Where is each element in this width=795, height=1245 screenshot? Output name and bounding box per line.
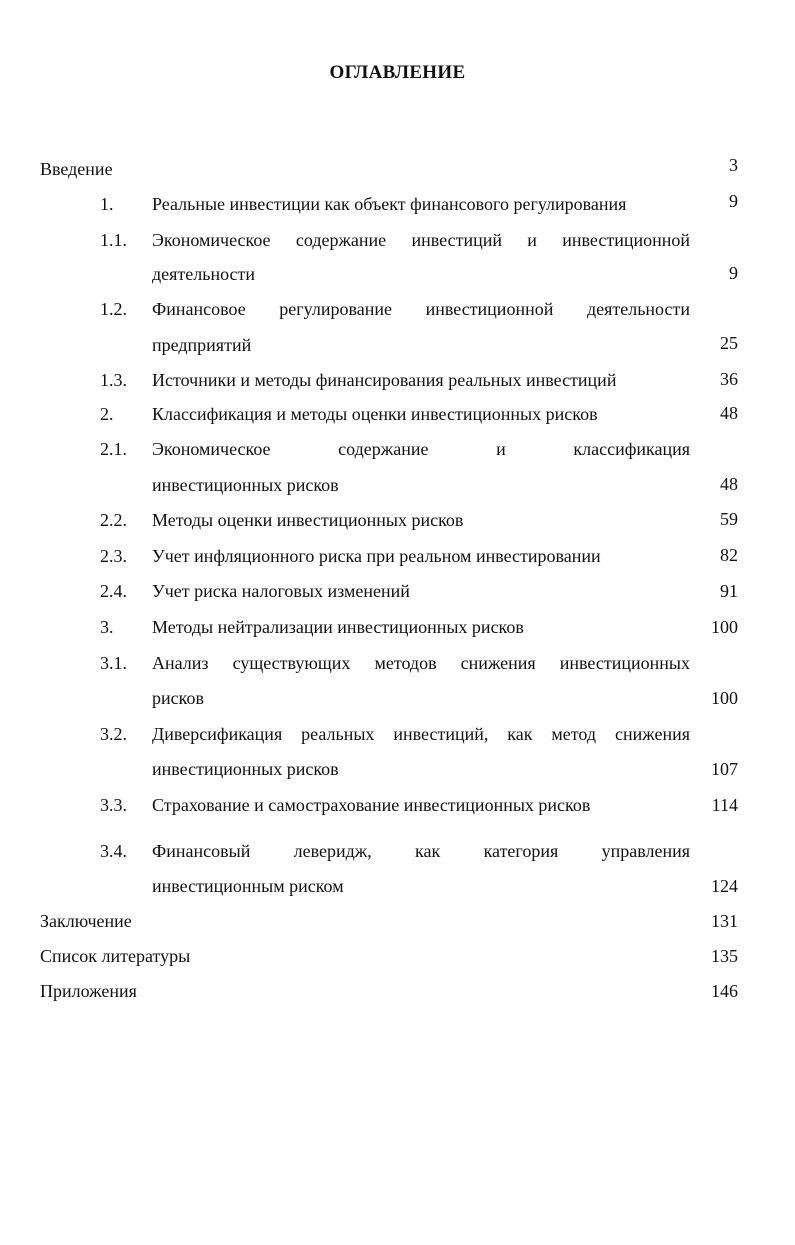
toc-entry-page: 48 <box>720 474 738 494</box>
toc-entry-text: Экономическое содержание инвестиций и инвестиционной <box>152 230 690 250</box>
toc-entry-page: 100 <box>711 688 738 708</box>
toc-entry-page: 100 <box>711 617 738 637</box>
toc-entry-page: 107 <box>711 759 738 779</box>
toc-entry-page: 59 <box>720 509 738 529</box>
toc-references-page: 135 <box>711 946 738 966</box>
toc-entry-text: Классификация и методы оценки инвестиционных рисков <box>152 404 598 424</box>
toc-entry-num: 3.2. <box>100 724 127 744</box>
toc-entry-text: Учет инфляционного риска при реальном инвестировании <box>152 546 601 566</box>
toc-entry-page: 82 <box>720 545 738 565</box>
toc-entry-text: Анализ существующих методов снижения инвестиционных <box>152 653 690 673</box>
toc-entry-text: предприятий <box>152 335 252 355</box>
toc-entry-text: Финансовый леверидж, как категория управления <box>152 841 690 861</box>
toc-entry-text: рисков <box>152 688 204 708</box>
toc-entry-page: 48 <box>720 403 738 423</box>
toc-entry-num: 1.1. <box>100 230 127 250</box>
toc-entry-page: 114 <box>711 795 738 815</box>
toc-entry-num: 2.4. <box>100 581 127 601</box>
toc-entry-page: 9 <box>729 263 738 283</box>
toc-entry-page: 124 <box>711 876 738 896</box>
toc-entry-text: Финансовое регулирование инвестиционной деятельности <box>152 299 690 319</box>
toc-entry-num: 2. <box>100 404 114 424</box>
toc-entry-num: 3.3. <box>100 795 127 815</box>
toc-entry-num: 2.2. <box>100 510 127 530</box>
toc-entry-num: 1.2. <box>100 299 127 319</box>
toc-references-label: Список литературы <box>40 946 191 966</box>
toc-entry-text: инвестиционных рисков <box>152 759 339 779</box>
toc-entry-text: Страхование и самострахование инвестиционных рисков <box>152 795 591 815</box>
toc-entry-num: 2.1. <box>100 439 127 459</box>
toc-intro-label: Введение <box>40 159 113 179</box>
toc-entry-text: Экономическое содержание и классификация <box>152 439 690 459</box>
toc-entry-num: 1.3. <box>100 370 127 390</box>
toc-intro-page: 3 <box>729 155 738 175</box>
toc-entry-text: деятельности <box>152 264 256 284</box>
toc-entry-page: 36 <box>720 369 738 389</box>
toc-entry-page: 9 <box>729 191 738 211</box>
toc-entry-num: 3. <box>100 617 114 637</box>
toc-entry-page: 91 <box>720 581 738 601</box>
toc-entry-text: Методы оценки инвестиционных рисков <box>152 510 464 530</box>
toc-entry-text: инвестиционных рисков <box>152 475 339 495</box>
toc-entry-num: 2.3. <box>100 546 127 566</box>
toc-entry-num: 3.4. <box>100 841 127 861</box>
toc-heading: ОГЛАВЛЕНИЕ <box>329 62 466 83</box>
toc-entry-num: 3.1. <box>100 653 127 673</box>
toc-entry-text: Диверсификация реальных инвестиций, как метод снижения <box>152 724 690 744</box>
toc-appendices-page: 146 <box>711 981 738 1001</box>
toc-entry-text: Учет риска налоговых изменений <box>152 581 410 601</box>
toc-entry-num: 1. <box>100 194 114 214</box>
toc-conclusion-label: Заключение <box>40 911 132 931</box>
toc-entry-text: Методы нейтрализации инвестиционных рисков <box>152 617 524 637</box>
toc-entry-text: инвестиционным риском <box>152 876 344 896</box>
toc-appendices-label: Приложения <box>40 981 137 1001</box>
toc-entry-text: Источники и методы финансирования реальных инвестиций <box>152 370 617 390</box>
toc-conclusion-page: 131 <box>711 911 738 931</box>
toc-entry-page: 25 <box>720 333 738 353</box>
toc-entry-text: Реальные инвестиции как объект финансового регулирования <box>152 194 627 214</box>
